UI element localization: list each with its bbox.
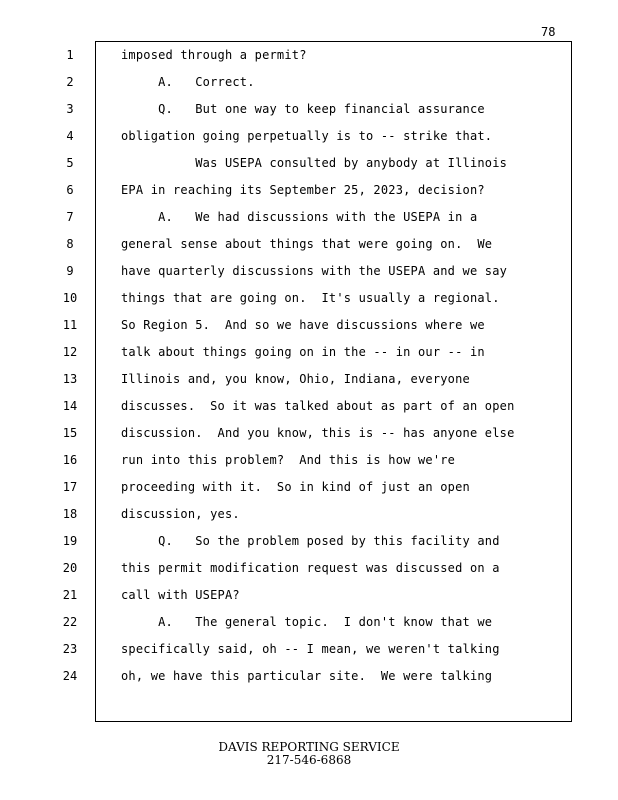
line-number: 7 (66, 210, 74, 224)
line-number: 6 (66, 183, 74, 197)
line-number: 20 (62, 561, 78, 575)
line-number: 3 (66, 102, 74, 116)
line-number: 17 (62, 480, 78, 494)
transcript-line: proceeding with it. So in kind of just an open (121, 480, 470, 494)
transcript-line: EPA in reaching its September 25, 2023, decision? (121, 183, 485, 197)
reporting-service-name: DAVIS REPORTING SERVICE (218, 740, 400, 754)
transcript-line: run into this problem? And this is how we're (121, 453, 456, 467)
line-number: 9 (66, 264, 74, 278)
transcript-line: oh, we have this particular site. We were talking (121, 669, 493, 683)
transcript-line: have quarterly discussions with the USEPA and we say (121, 264, 508, 278)
transcript-line: A. The general topic. I don't know that we (121, 615, 493, 629)
transcript-line: this permit modification request was discussed on a (121, 561, 500, 575)
line-number: 16 (62, 453, 78, 467)
line-number: 10 (62, 291, 78, 305)
page-number: 78 (541, 25, 556, 39)
line-number: 13 (62, 372, 78, 386)
line-number: 5 (66, 156, 74, 170)
line-number: 1 (66, 48, 74, 62)
transcript-line: general sense about things that were going on. We (121, 237, 493, 251)
transcript-line: Illinois and, you know, Ohio, Indiana, everyone (121, 372, 470, 386)
line-number: 11 (62, 318, 78, 332)
transcript-line: obligation going perpetually is to -- strike that. (121, 129, 493, 143)
footer (0, 741, 618, 767)
transcript-line: discussion. And you know, this is -- has anyone else (121, 426, 515, 440)
line-number: 19 (62, 534, 78, 548)
line-number: 14 (62, 399, 78, 413)
line-number: 24 (62, 669, 78, 683)
line-number: 23 (62, 642, 78, 656)
transcript-line: A. Correct. (121, 75, 255, 89)
transcript-line: Q. But one way to keep financial assurance (121, 102, 485, 116)
transcript-line: So Region 5. And so we have discussions where we (121, 318, 485, 332)
line-number: 4 (66, 129, 74, 143)
line-number: 8 (66, 237, 74, 251)
reporting-service-phone: 217-546-6868 (266, 753, 352, 767)
transcript-line: A. We had discussions with the USEPA in a (121, 210, 478, 224)
transcript-line: Q. So the problem posed by this facility and (121, 534, 500, 548)
line-number: 15 (62, 426, 78, 440)
transcript-line: talk about things going on in the -- in our -- in (121, 345, 485, 359)
line-number: 18 (62, 507, 78, 521)
line-number: 2 (66, 75, 74, 89)
transcript-line: imposed through a permit? (121, 48, 307, 62)
transcript-line: things that are going on. It's usually a regional. (121, 291, 500, 305)
transcript-line: call with USEPA? (121, 588, 240, 602)
line-number: 21 (62, 588, 78, 602)
transcript-line: discusses. So it was talked about as part of an open (121, 399, 515, 413)
line-number: 12 (62, 345, 78, 359)
transcript-line: discussion, yes. (121, 507, 240, 521)
transcript-line: Was USEPA consulted by anybody at Illinois (121, 156, 508, 170)
transcript-line: specifically said, oh -- I mean, we weren't talking (121, 642, 500, 656)
line-number: 22 (62, 615, 78, 629)
